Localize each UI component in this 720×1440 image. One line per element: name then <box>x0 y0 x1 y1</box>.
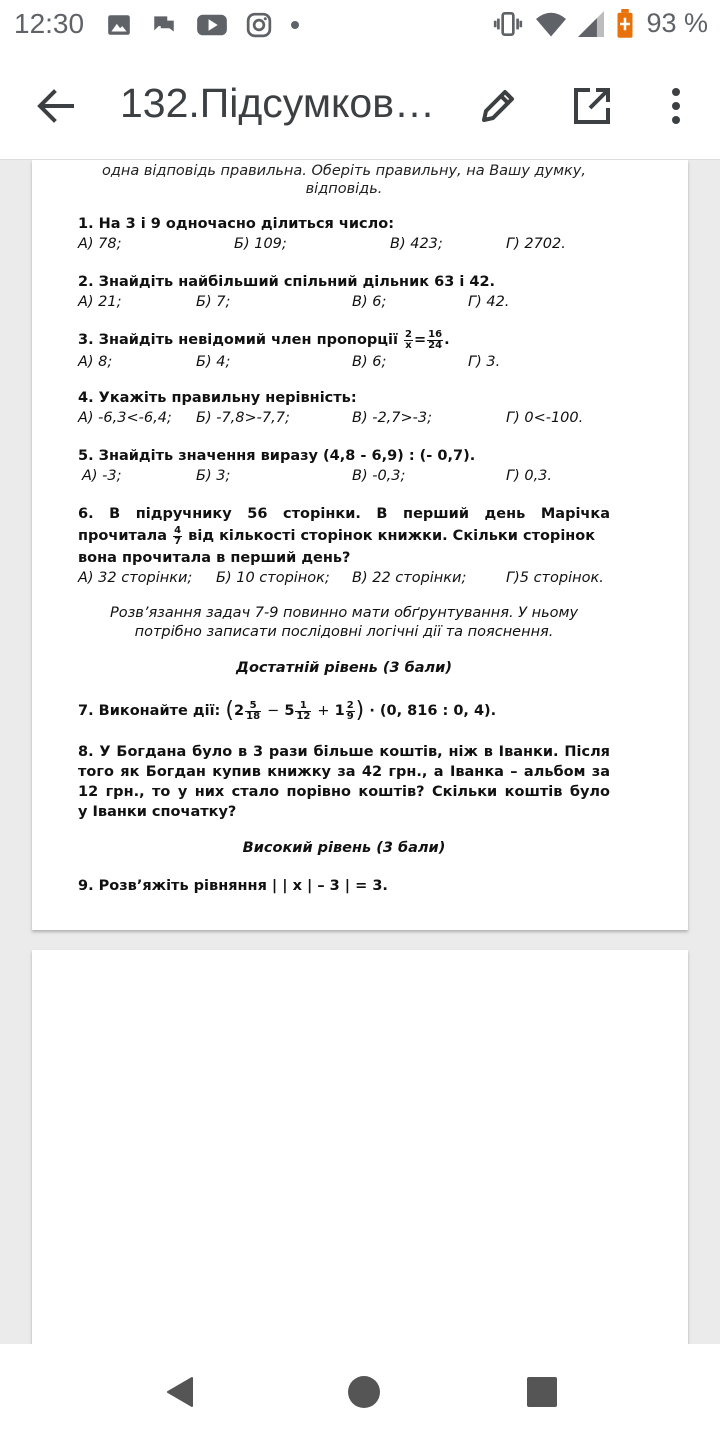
answer-options <box>78 234 610 254</box>
navigation-bar <box>0 1344 720 1440</box>
intro-text: одна відповідь правильна. Оберіть правильну, на Вашу думку, відповідь. <box>101 163 586 197</box>
image-icon <box>106 12 132 38</box>
back-button[interactable] <box>32 82 80 130</box>
level-heading-sufficient: Достатній рівень (3 бали) <box>236 660 452 676</box>
nav-home-circle-icon <box>344 1372 384 1412</box>
battery-icon <box>616 9 634 39</box>
answer-d: Г) 42. <box>468 294 510 310</box>
fraction-4-over-7: $\frac{4}{7}$ <box>174 524 182 547</box>
arrow-back-icon <box>32 82 80 130</box>
question-3 <box>78 328 610 372</box>
answer-b: Б) 3; <box>196 468 231 484</box>
answer-a: А) 32 сторінки; <box>78 570 193 586</box>
answer-a: А) 21; <box>78 294 122 310</box>
answer-options <box>78 352 610 372</box>
document-viewer[interactable] <box>0 160 720 1344</box>
question-8: 8. У Богдана було в 3 рази більше коштів, ніж в Іванки. Після того як Богдан купив книжку за 42 грн., а Іванка – альбом за 12 грн., то у них стало порівно коштів? Скільки коштів було у Іванки спочатку? <box>78 744 610 820</box>
answer-d: Г) 0<-100. <box>506 410 584 426</box>
question-text: 4. Укажіть правильну нерівність: <box>78 390 357 406</box>
answer-a: А) 78; <box>78 236 122 252</box>
fraction-16-over-24: $\frac{16}{24}$ <box>428 328 443 351</box>
question-4 <box>78 388 610 428</box>
open-in-new-button[interactable] <box>568 82 616 130</box>
signal-icon <box>578 10 604 38</box>
answer-b: Б) 4; <box>196 354 231 370</box>
vibrate-icon <box>492 10 524 38</box>
fraction-2-over-9: $\frac{2}{9}$ <box>346 699 354 722</box>
fraction-1-over-12: $\frac{1}{12}$ <box>296 699 311 722</box>
more-vert-icon <box>660 82 692 130</box>
document-title: 132.Підсумков… <box>120 80 436 126</box>
answer-d: Г) 2702. <box>506 236 566 252</box>
answer-options <box>78 568 610 588</box>
question-text-line-2: прочитала $\frac{4}{7}$ від кількості сторінок книжки. Скільки сторінок <box>78 524 596 547</box>
answer-b: Б) 10 сторінок; <box>216 570 330 586</box>
answer-c: В) -2,7>-3; <box>352 410 432 426</box>
nav-recent-button[interactable] <box>524 1372 560 1417</box>
instagram-icon <box>246 12 272 38</box>
question-text-line-1: 6. В підручнику 56 сторінки. В перший день Марічка <box>78 506 610 522</box>
document-content <box>78 160 610 896</box>
document-page-next <box>32 950 688 1344</box>
answer-a: А) -3; <box>82 468 122 484</box>
answer-b: Б) 109; <box>234 236 287 252</box>
edit-button[interactable] <box>474 82 522 130</box>
answer-b: Б) 7; <box>196 294 231 310</box>
notification-icons <box>106 12 300 38</box>
answer-d: Г)5 сторінок. <box>506 570 604 586</box>
question-6 <box>78 504 610 588</box>
question-text: 3. Знайдіть невідомий член пропорції $\frac{2}{x}$ = $\frac{16}{24}$ . <box>78 328 450 351</box>
system-icons <box>492 8 708 39</box>
answer-c: В) 6; <box>352 294 387 310</box>
status-bar <box>0 0 720 52</box>
answer-options <box>78 408 610 428</box>
answer-c: В) 423; <box>390 236 443 252</box>
answer-c: В) 6; <box>352 354 387 370</box>
question-5 <box>78 446 610 486</box>
answer-c: В) -0,3; <box>352 468 406 484</box>
level-heading-high: Високий рівень (3 бали) <box>242 840 446 856</box>
nav-back-button[interactable] <box>160 1372 200 1417</box>
question-1 <box>78 214 610 254</box>
fraction-5-over-18: $\frac{5}{18}$ <box>246 699 261 722</box>
solution-note: Розв’язання задач 7-9 повинно мати обґрунтування. У ньому потрібно записати послідовні логічні дії та пояснення. <box>109 605 579 640</box>
answer-d: Г) 3. <box>468 354 501 370</box>
battery-percent: 93 % <box>646 8 708 38</box>
chat-bubble-icon <box>150 12 178 38</box>
youtube-icon <box>196 12 228 38</box>
answer-c: В) 22 сторінки; <box>352 570 467 586</box>
nav-back-triangle-icon <box>160 1372 200 1412</box>
answer-options <box>78 292 610 312</box>
question-text: 1. На 3 і 9 одночасно ділиться число: <box>78 216 394 232</box>
answer-d: Г) 0,3. <box>506 468 553 484</box>
open-in-new-icon <box>568 82 616 130</box>
dot-icon <box>290 12 300 38</box>
question-text: 2. Знайдіть найбільший спільний дільник 63 і 42. <box>78 274 496 290</box>
question-text-line-3: вона прочитала в перший день? <box>78 550 351 566</box>
nav-home-button[interactable] <box>344 1372 384 1417</box>
answer-a: А) 8; <box>78 354 113 370</box>
status-time: 12:30 <box>14 8 85 39</box>
pencil-icon <box>474 82 522 130</box>
question-text: 5. Знайдіть значення виразу (4,8 - 6,9) : (- 0,7). <box>78 448 476 464</box>
more-options-button[interactable] <box>660 82 692 130</box>
answer-b: Б) -7,8>-7,7; <box>196 410 290 426</box>
answer-options <box>78 466 610 486</box>
question-2 <box>78 272 610 312</box>
app-bar <box>0 52 720 160</box>
question-9: 9. Розв’яжіть рівняння | | x | – 3 | = 3. <box>78 878 388 894</box>
fraction-2-over-x: $\frac{2}{x}$ <box>405 328 413 351</box>
question-7: 7. Виконайте дії: (2 $\frac{5}{18}$ − 5 $\frac{1}{12}$ + 1 $\frac{2}{9}$ ) · (0, 816 : 0, 4). <box>78 698 497 723</box>
answer-a: А) -6,3<-6,4; <box>78 410 172 426</box>
nav-recent-square-icon <box>524 1372 560 1412</box>
wifi-icon <box>536 10 566 38</box>
